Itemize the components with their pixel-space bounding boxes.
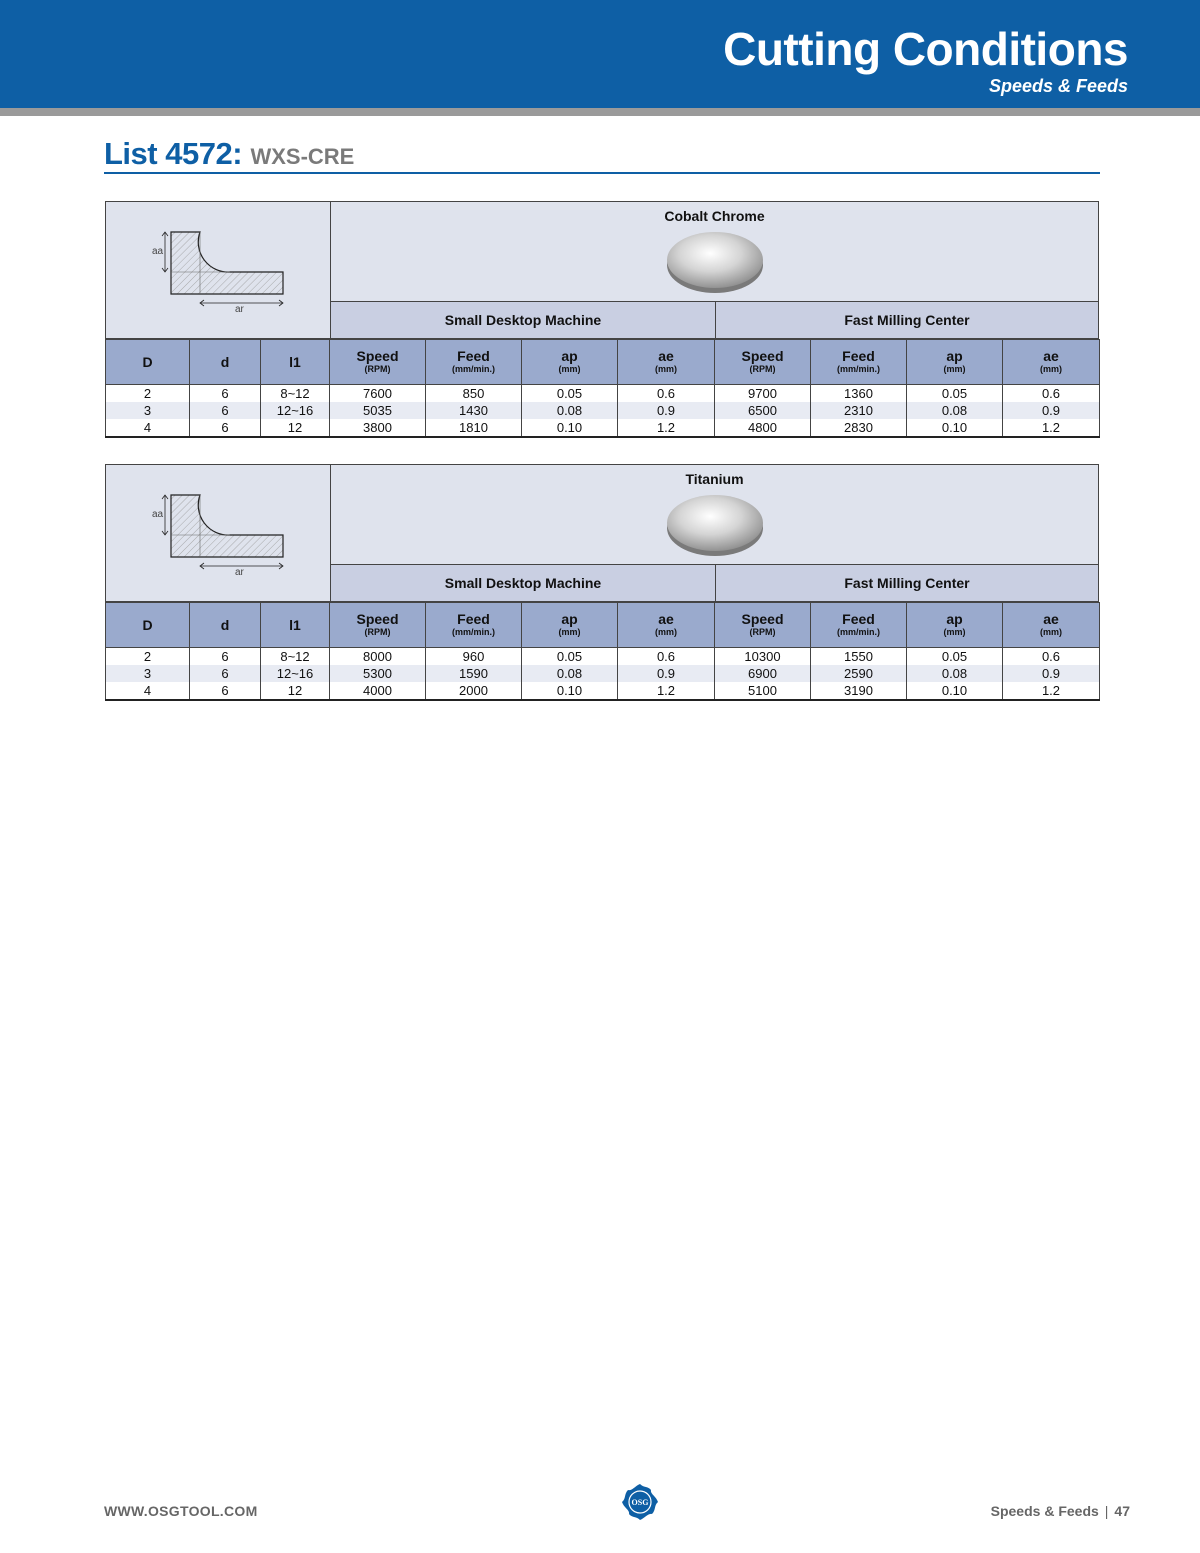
col-speed-fast: Speed (RPM) — [715, 340, 811, 385]
col-feed-fast: Feed (mm/min.) — [811, 603, 907, 648]
col-speed-fast: Speed (RPM) — [715, 603, 811, 648]
title-rule — [104, 172, 1100, 174]
col-ap-small: ap (mm) — [522, 603, 618, 648]
table-row: 3 6 12~16 5035 1430 0.08 0.9 6500 2310 0.08 0.9 — [106, 402, 1100, 419]
col-ae-small: ae (mm) — [618, 603, 715, 648]
cutting-data-table — [105, 339, 1100, 438]
footer-url[interactable]: WWW.OSGTOOL.COM — [104, 1503, 258, 1519]
col-D: D — [106, 603, 190, 648]
cut-profile-diagram — [106, 202, 330, 338]
col-l1: l1 — [261, 603, 330, 648]
machine-small-desktop: Small Desktop Machine — [331, 565, 716, 601]
machine-fast-milling: Fast Milling Center — [716, 302, 1098, 338]
table-cobalt-chrome — [105, 201, 1099, 438]
col-ae-fast: ae (mm) — [1003, 340, 1100, 385]
osg-logo-icon — [620, 1482, 660, 1522]
material-name: Titanium — [685, 471, 744, 487]
col-speed-small: Speed (RPM) — [330, 340, 426, 385]
list-name: WXS-CRE — [250, 144, 355, 169]
list-heading — [104, 138, 354, 169]
aa-label: aa — [152, 509, 164, 520]
list-number: List 4572: — [104, 136, 243, 171]
page-title: Cutting Conditions — [723, 23, 1128, 75]
page-subtitle: Speeds & Feeds — [988, 76, 1128, 96]
table-row: 2 6 8~12 7600 850 0.05 0.6 9700 1360 0.05 0.6 — [106, 385, 1100, 403]
header-banner — [0, 0, 1200, 108]
material-disc-image — [665, 229, 765, 295]
col-D: D — [106, 340, 190, 385]
column-header-row — [106, 603, 1100, 648]
table-row: 2 6 8~12 8000 960 0.05 0.6 10300 1550 0.05 0.6 — [106, 648, 1100, 666]
ar-label: ar — [235, 567, 244, 578]
table-row: 4 6 12 3800 1810 0.10 1.2 4800 2830 0.10 1.2 — [106, 419, 1100, 437]
col-speed-small: Speed (RPM) — [330, 603, 426, 648]
machine-small-desktop: Small Desktop Machine — [331, 302, 716, 338]
col-ae-small: ae (mm) — [618, 340, 715, 385]
col-ap-fast: ap (mm) — [907, 340, 1003, 385]
aa-label: aa — [152, 246, 164, 257]
table-titanium — [105, 464, 1099, 701]
footer-page-info — [991, 1503, 1130, 1519]
col-ap-small: ap (mm) — [522, 340, 618, 385]
header-strip — [0, 108, 1200, 116]
ar-label: ar — [235, 304, 244, 315]
column-header-row — [106, 340, 1100, 385]
col-feed-fast: Feed (mm/min.) — [811, 340, 907, 385]
material-disc-image — [665, 492, 765, 558]
footer-section: Speeds & Feeds — [990, 1503, 1099, 1519]
col-ap-fast: ap (mm) — [907, 603, 1003, 648]
cut-diagram-cell — [106, 465, 331, 601]
table-header-area — [105, 201, 1099, 339]
col-feed-small: Feed (mm/min.) — [426, 340, 522, 385]
col-d: d — [190, 603, 261, 648]
footer-separator: | — [1104, 1503, 1109, 1519]
logo-text: OSG — [631, 1498, 649, 1507]
col-ae-fast: ae (mm) — [1003, 603, 1100, 648]
machine-fast-milling: Fast Milling Center — [716, 565, 1098, 601]
table-row: 4 6 12 4000 2000 0.10 1.2 5100 3190 0.10 1.2 — [106, 682, 1100, 700]
table-row: 3 6 12~16 5300 1590 0.08 0.9 6900 2590 0.08 0.9 — [106, 665, 1100, 682]
material-cell — [331, 202, 1098, 302]
col-l1: l1 — [261, 340, 330, 385]
cut-profile-diagram — [106, 465, 330, 601]
material-cell — [331, 465, 1098, 565]
col-d: d — [190, 340, 261, 385]
page-number: 47 — [1114, 1503, 1130, 1519]
material-name: Cobalt Chrome — [664, 208, 765, 224]
col-feed-small: Feed (mm/min.) — [426, 603, 522, 648]
table-header-area — [105, 464, 1099, 602]
cutting-data-table — [105, 602, 1100, 701]
cut-diagram-cell — [106, 202, 331, 338]
